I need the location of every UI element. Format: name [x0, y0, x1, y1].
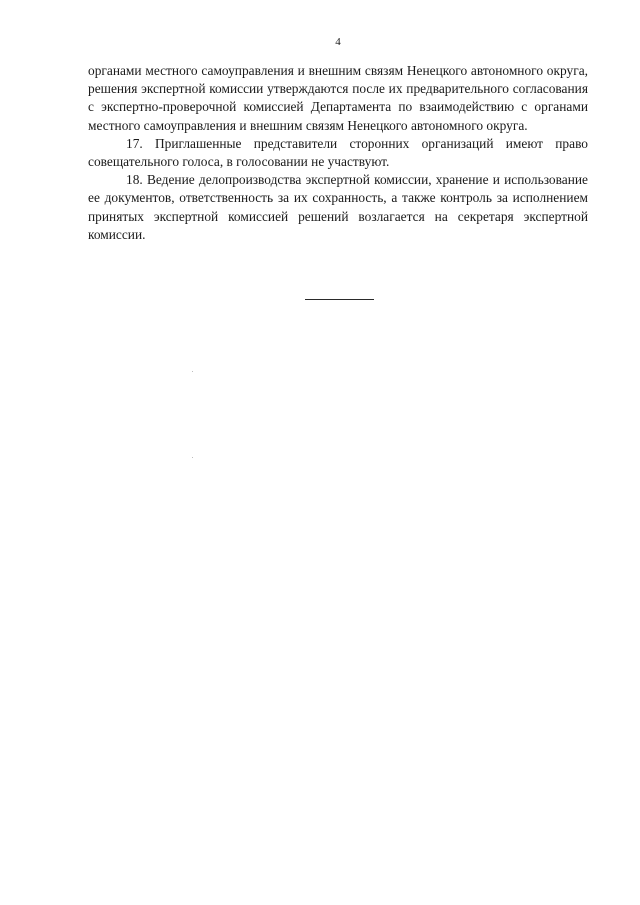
paragraph-18: 18. Ведение делопроизводства экспертной комиссии, хранение и использование ее документов, ответственность за их сохранность, а также контроль за исполнением принятых экспертной комиссией решений возлагается на секретаря экспертной комиссии.	[88, 172, 588, 242]
end-divider-line	[305, 299, 374, 300]
document-body	[88, 62, 588, 244]
paragraph-17: 17. Приглашенные представители сторонних организаций имеют право совещательного голоса, в голосовании не участвуют.	[88, 135, 588, 170]
paragraph-continuation: органами местного самоуправления и внешним связям Ненецкого автономного округа, решения экспертной комиссии утверждаются после их предварительного согласования с экспертно-проверочной комиссией Департамента по взаимодействию с органами местного самоуправления и внешним связям Ненецкого автономного округа.	[88, 63, 588, 133]
page-number: 4	[335, 36, 341, 48]
scan-speck	[192, 371, 193, 372]
scan-speck	[192, 457, 193, 458]
